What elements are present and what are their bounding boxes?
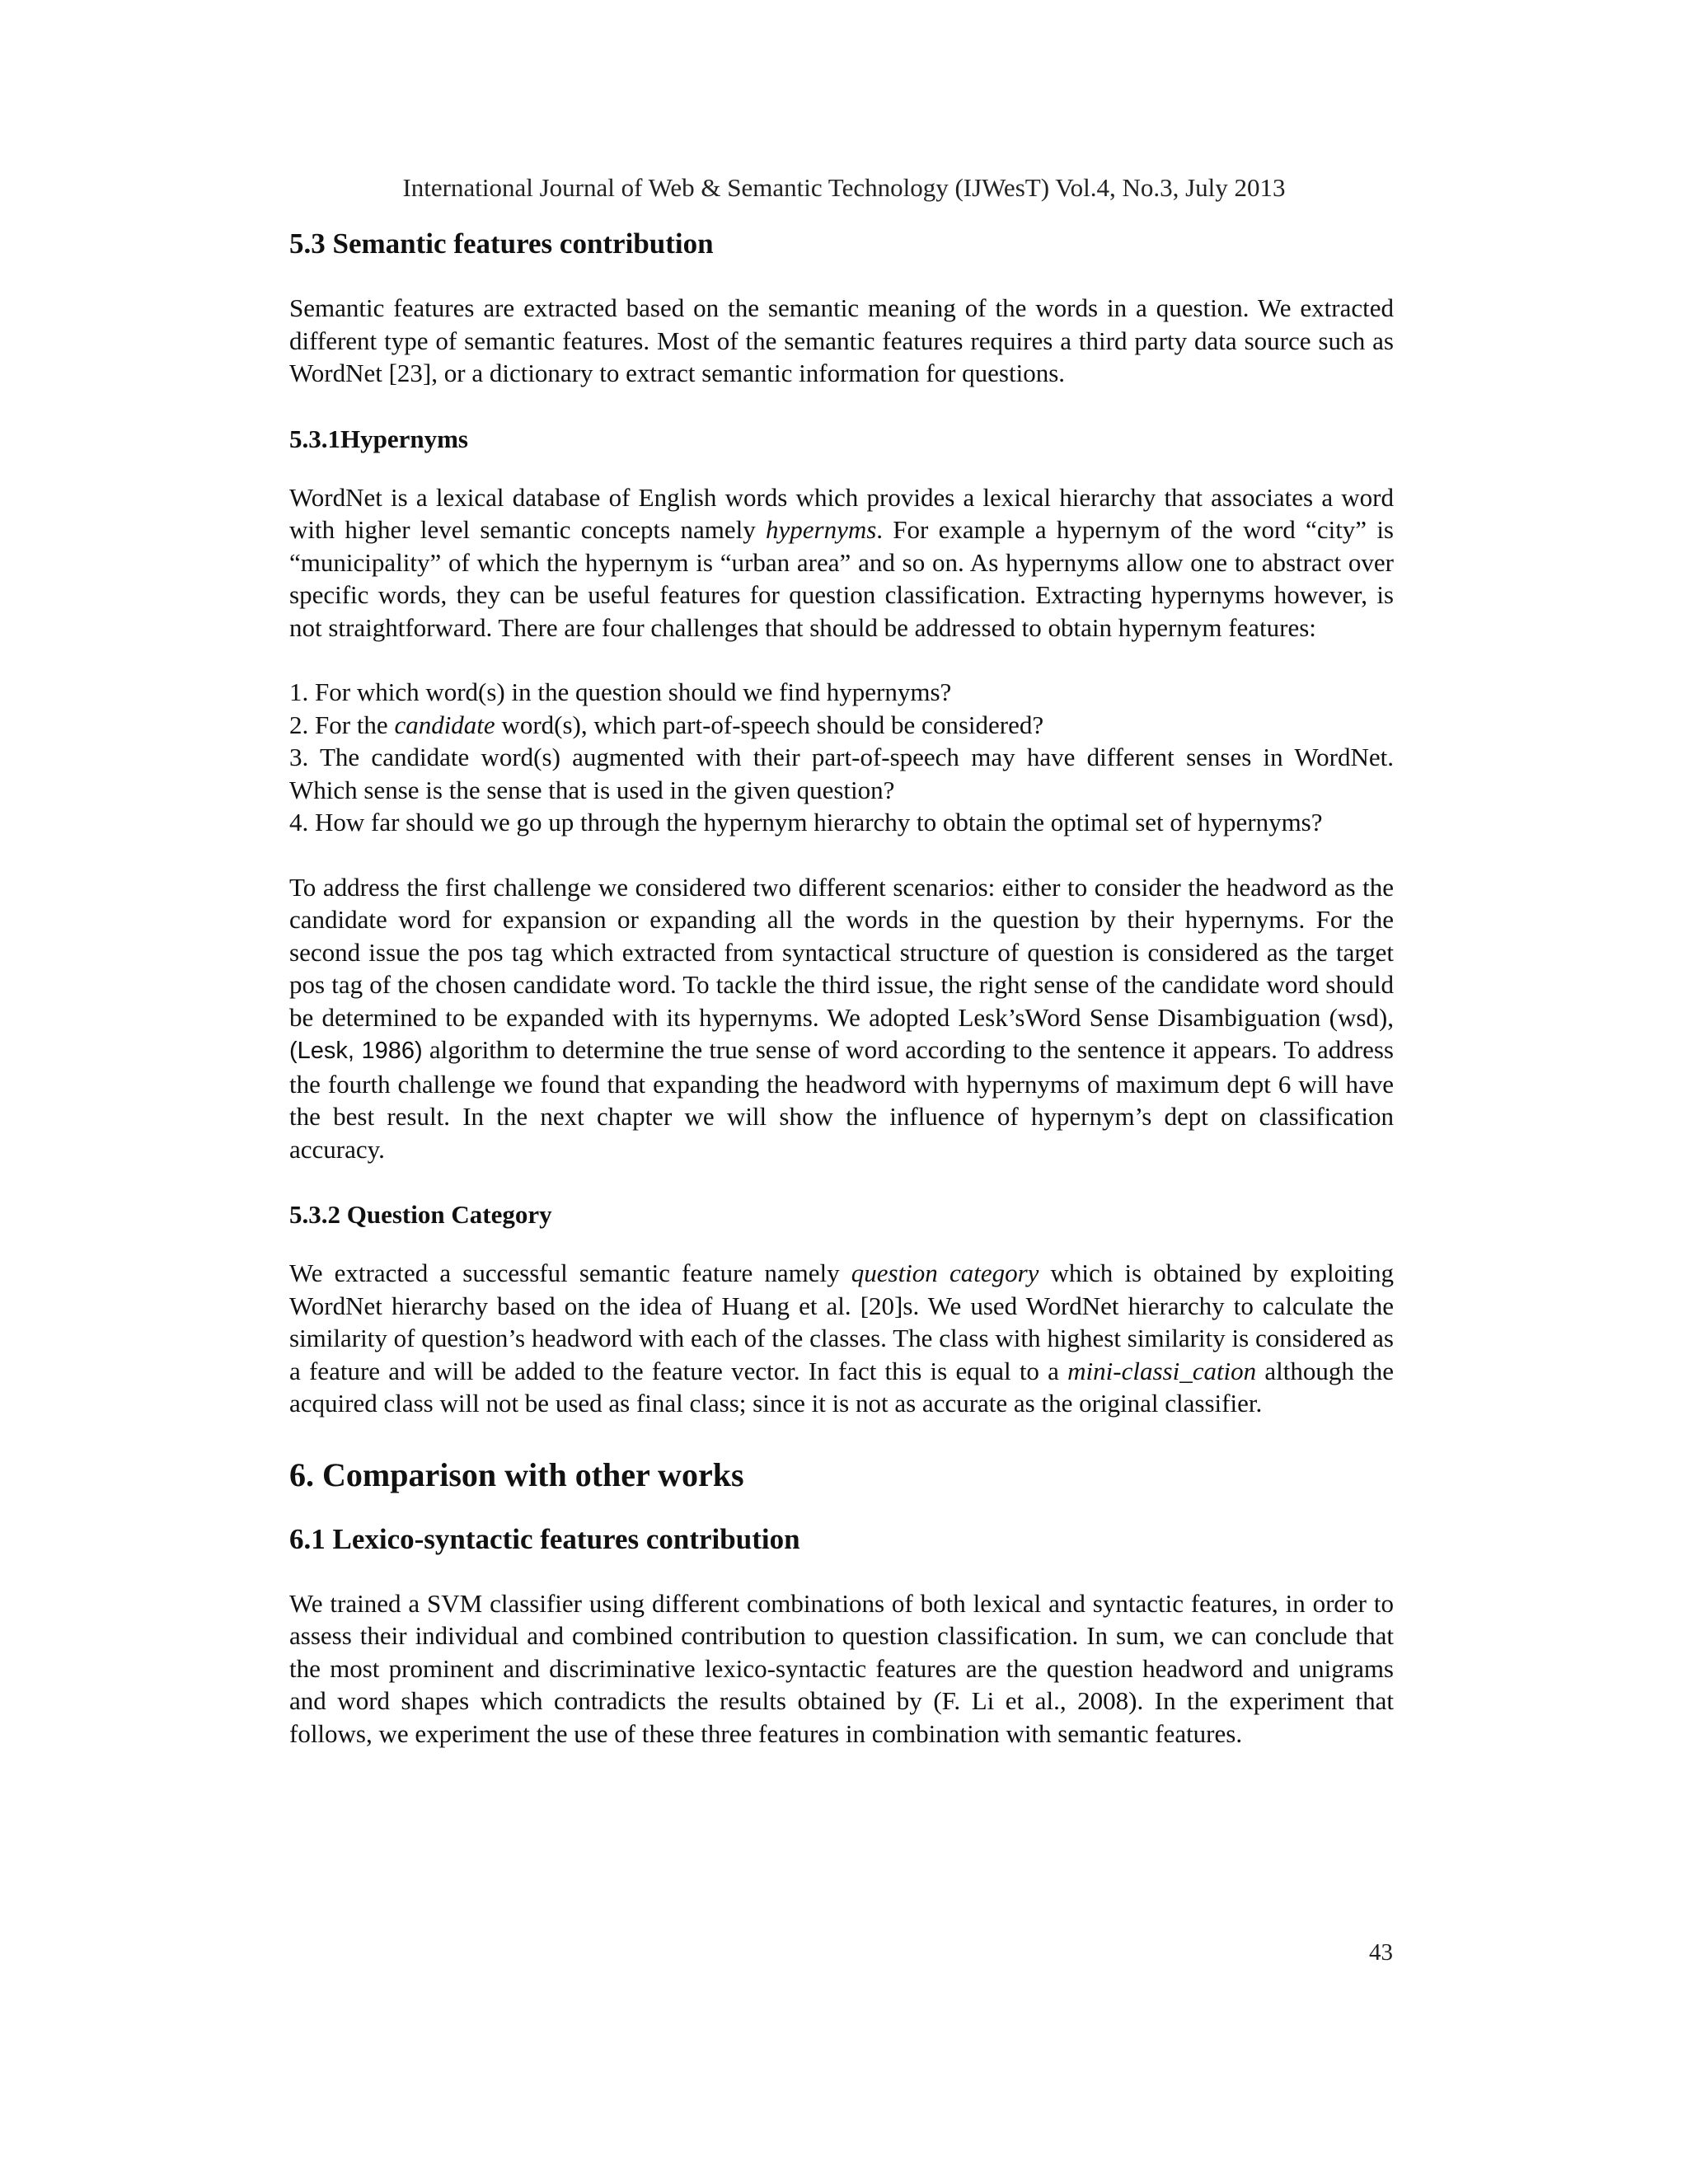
text-run: algorithm to determine the true sense of word according to the sentence it appears. To address the fourth challenge we found that expanding the headword with hypernyms of maximum dept 6 will have the best result. In the next chapter we will show the influence of hypernym’s dept on classification accuracy.	[289, 1035, 1394, 1164]
emphasis-hypernyms: hypernyms	[766, 515, 877, 544]
text-run: We extracted a successful semantic feature namely	[289, 1258, 851, 1287]
text-run: 2. For the	[289, 710, 395, 739]
text-run: To address the first challenge we considered two different scenarios: either to consider the headword as the candidate word for expansion or expanding all the words in the question by their hypernyms. For the second issue the pos tag which extracted from syntactical structure of question is considered as the target pos tag of the chosen candidate word. To tackle the third issue, the right sense of the candidate word should be determined to be expanded with its hypernyms. We adopted Lesk’sWord Sense Disambiguation (wsd),	[289, 872, 1394, 1032]
question-category-paragraph	[289, 1257, 1394, 1420]
text-run: word(s), which part-of-speech should be considered?	[495, 710, 1044, 739]
text-run: although the acquired class will not be used as final class; since it is not as accurate as the original classifier.	[289, 1356, 1394, 1418]
section-6-1-paragraph: We trained a SVM classifier using different combinations of both lexical and syntactic features, in order to assess their individual and combined contribution to question classification. In sum, we can conclude that the most prominent and discriminative lexico-syntactic features are the question headword and unigrams and word shapes which contradicts the results obtained by (F. Li et al., 2008). In the experiment that follows, we experiment the use of these three features in combination with semantic features.	[289, 1588, 1394, 1748]
list-item	[289, 709, 1394, 742]
body-text	[289, 216, 1394, 1782]
section-6-heading: 6. Comparison with other works	[289, 1455, 744, 1493]
section-6-1-heading: 6.1 Lexico-syntactic features contribution	[289, 1522, 800, 1555]
list-item: 4. How far should we go up through the hypernym hierarchy to obtain the optimal set of hypernyms?	[289, 808, 1323, 837]
section-5-3-1-heading: 5.3.1Hypernyms	[289, 424, 468, 453]
page-number: 43	[1369, 1939, 1393, 1966]
text-run: WordNet is a lexical database of English words which provides a lexical hierarchy that associates a word with higher level semantic concepts namely	[289, 482, 1394, 544]
citation-lesk: (Lesk, 1986)	[289, 1038, 423, 1064]
list-item: 1. For which word(s) in the question should we find hypernyms?	[289, 677, 952, 706]
section-5-3-heading: 5.3 Semantic features contribution	[289, 227, 714, 260]
emphasis-question-category: question category	[851, 1258, 1039, 1287]
text-run: . For example a hypernym of the word “city” is “municipality” of which the hypernym is “urban area” and so on. As hypernyms allow one to abstract over specific words, they can be useful features for question classification. Extracting hypernyms however, is not straightforward. There are four challenges that should be addressed to obtain hypernym features:	[289, 515, 1394, 642]
list-item: 3. The candidate word(s) augmented with their part-of-speech may have different senses in WordNet. Which sense is the sense that is used in the given question?	[289, 743, 1394, 804]
hypernyms-paragraph-1	[289, 481, 1394, 644]
section-5-3-2-heading: 5.3.2 Question Category	[289, 1200, 552, 1229]
challenges-list	[289, 676, 1394, 839]
text-run: which is obtained by exploiting WordNet hierarchy based on the idea of Huang et al. [20]s. We used WordNet hierarchy to calculate the similarity of question’s headword with each of the classes. The class with highest similarity is considered as a feature and will be added to the feature vector. In fact this is equal to a	[289, 1258, 1395, 1385]
hypernyms-paragraph-2	[289, 871, 1394, 1166]
section-5-3-paragraph: Semantic features are extracted based on the semantic meaning of the words in a question. We extracted different type of semantic features. Most of the semantic features requires a third party data source such as WordNet [23], or a dictionary to extract semantic information for questions.	[289, 293, 1394, 387]
emphasis-candidate: candidate	[394, 710, 495, 739]
journal-header: International Journal of Web & Semantic Technology (IJWesT) Vol.4, No.3, July 2013	[402, 173, 1286, 202]
emphasis-mini-classification: mini-classi_cation	[1067, 1356, 1257, 1385]
